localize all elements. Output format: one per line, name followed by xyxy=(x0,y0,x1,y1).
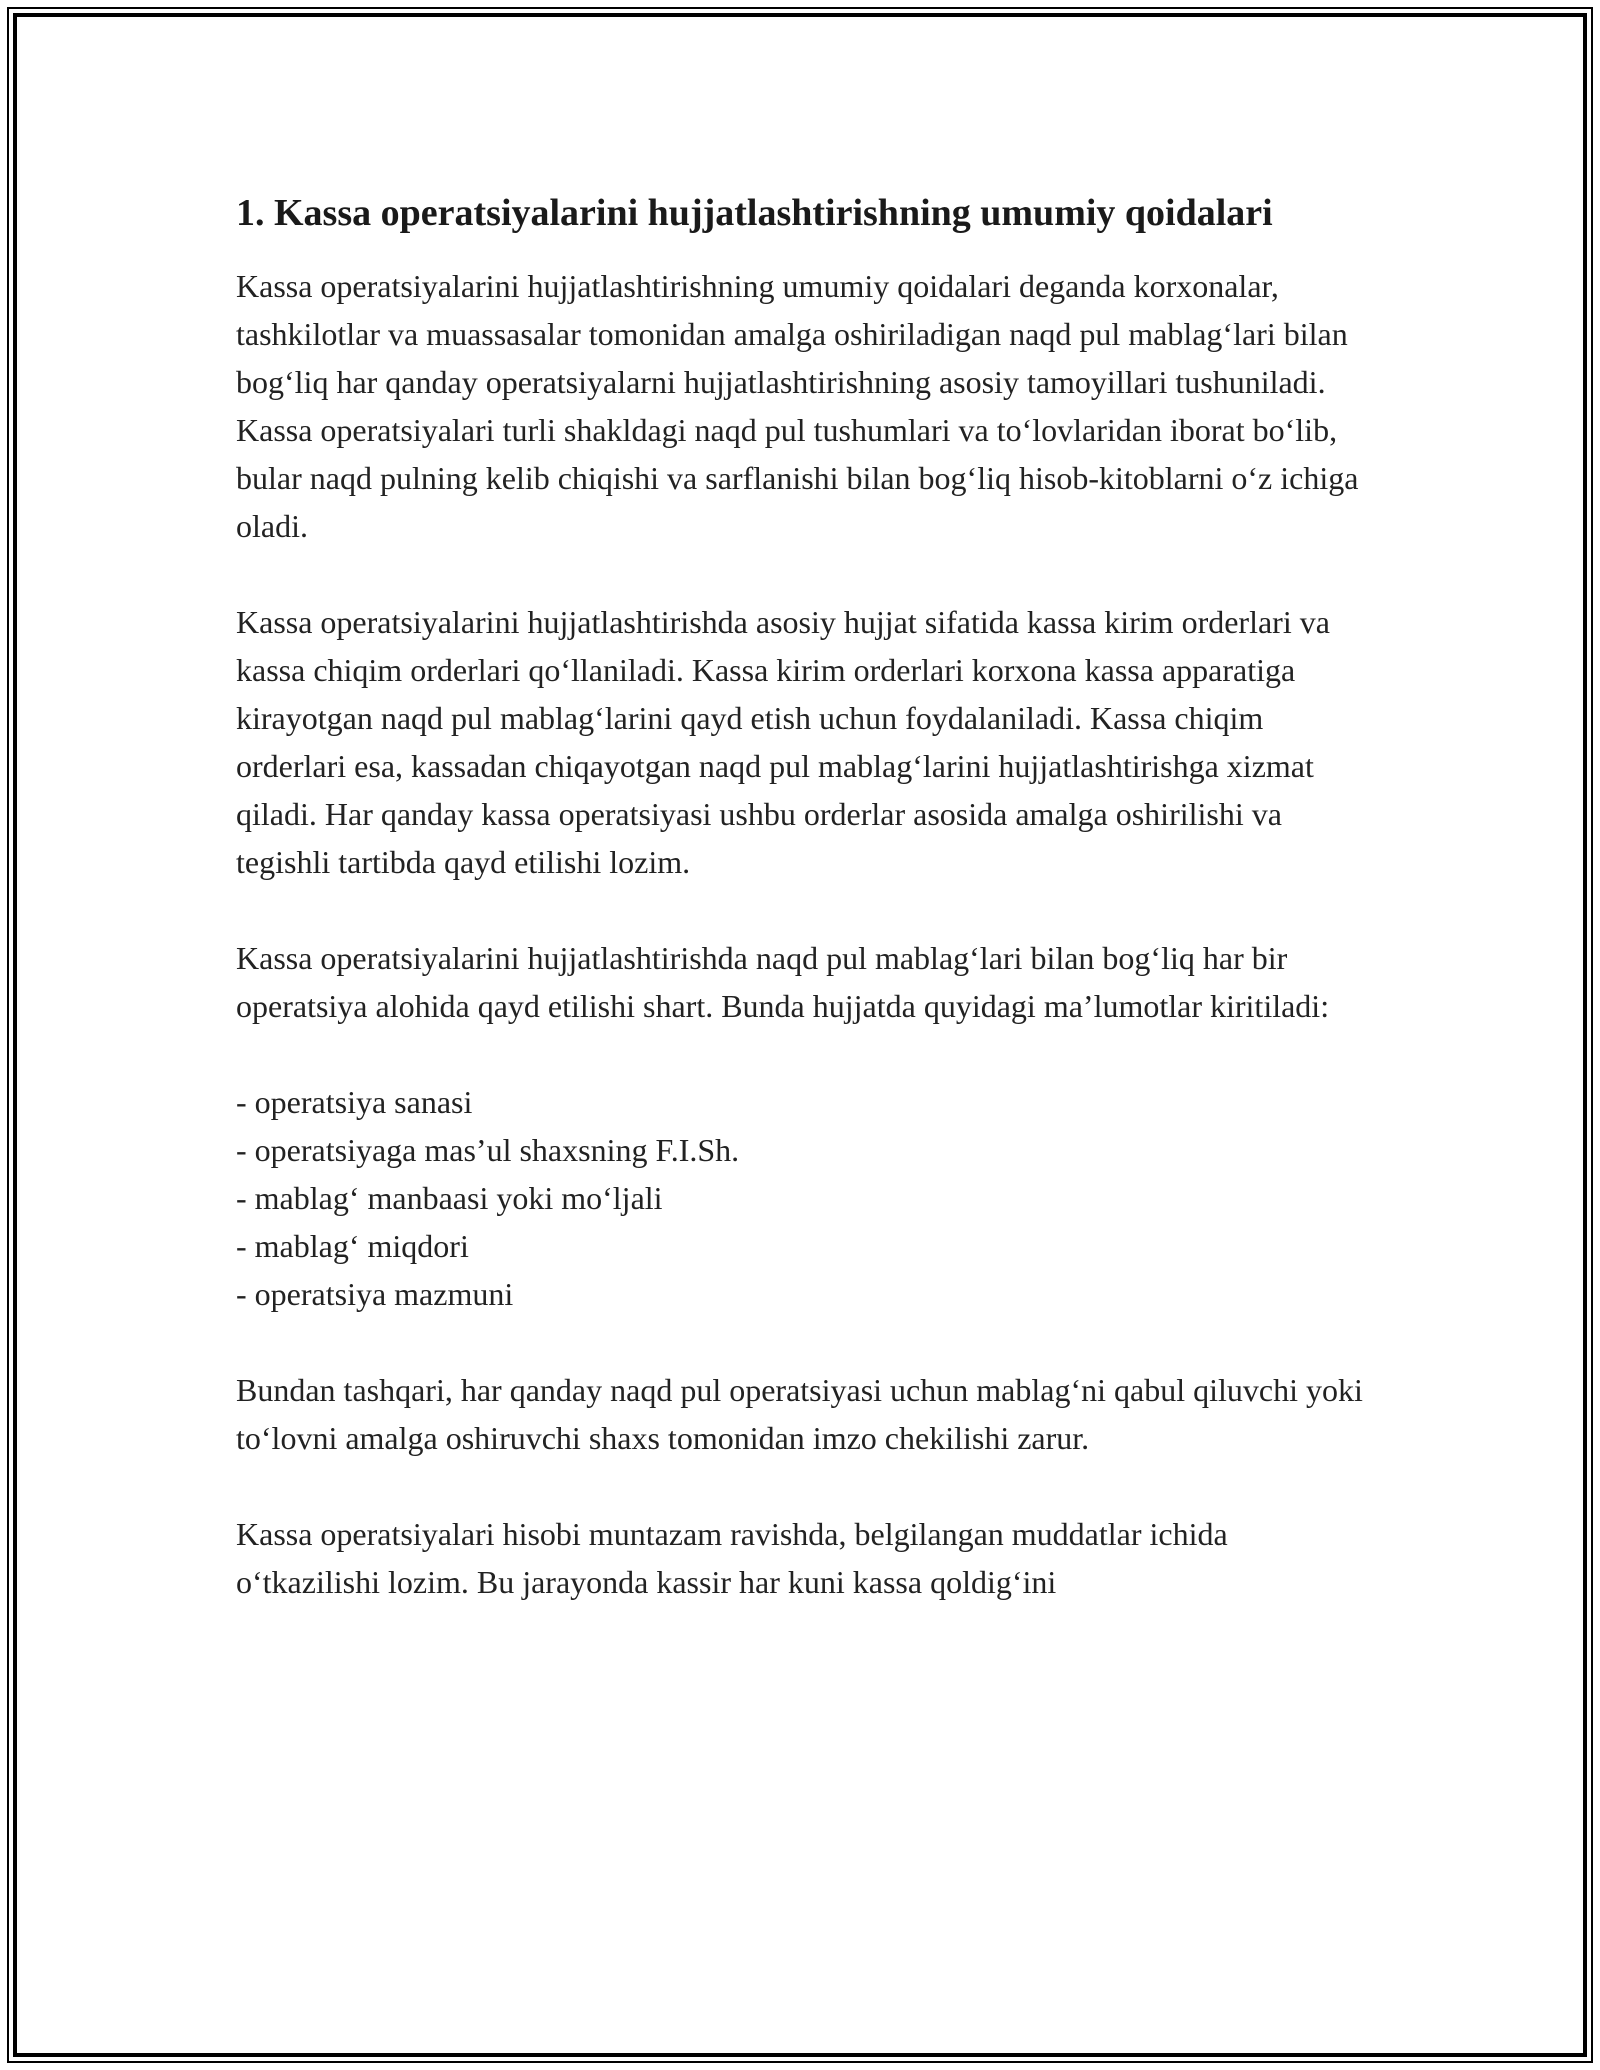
paragraph-5: Kassa operatsiyalari hisobi muntazam ravishda, belgilangan muddatlar ichida o‘tkazilishi lozim. Bu jarayonda kassir har kuni kassa qoldig‘ini xyxy=(236,1516,1228,1600)
paragraph-1: Kassa operatsiyalarini hujjatlashtirishning umumiy qoidalari deganda korxonalar, tashkilotlar va muassasalar tomonidan amalga oshiriladigan naqd pul mablag‘lari bilan bog‘liq har qanday operatsiyalarni hujjatlashtirishning asosiy tamoyillari tushuniladi. Kassa operatsiyalari turli shakldagi naqd pul tushumlari va to‘lovlaridan iborat bo‘lib, bular naqd pulning kelib chiqishi va sarflanishi bilan bog‘liq hisob-kitoblarni o‘z ichiga oladi. xyxy=(236,268,1359,544)
list-item: - operatsiya sanasi xyxy=(236,1084,473,1120)
section-heading: 1. Kassa operatsiyalarini hujjatlashtirishning umumiy qoidalari xyxy=(236,192,1273,234)
list-item: - mablag‘ manbaasi yoki mo‘ljali xyxy=(236,1180,663,1216)
data-fields-list xyxy=(236,1078,1376,1318)
list-item: - mablag‘ miqdori xyxy=(236,1228,469,1264)
document-body xyxy=(236,186,1376,1654)
list-item: - operatsiyaga mas’ul shaxsning F.I.Sh. xyxy=(236,1132,740,1168)
paragraph-3: Kassa operatsiyalarini hujjatlashtirishda naqd pul mablag‘lari bilan bog‘liq har bir operatsiya alohida qayd etilishi shart. Bunda hujjatda quyidagi ma’lumotlar kiritiladi: xyxy=(236,940,1330,1024)
paragraph-2: Kassa operatsiyalarini hujjatlashtirishda asosiy hujjat sifatida kassa kirim orderlari va kassa chiqim orderlari qo‘llaniladi. Kassa kirim orderlari korxona kassa apparatiga kirayotgan naqd pul mablag‘larini qayd etish uchun foydalaniladi. Kassa chiqim orderlari esa, kassadan chiqayotgan naqd pul mablag‘larini hujjatlashtirishga xizmat qiladi. Har qanday kassa operatsiyasi ushbu orderlar asosida amalga oshirilishi va tegishli tartibda qayd etilishi lozim. xyxy=(236,604,1330,880)
paragraph-4: Bundan tashqari, har qanday naqd pul operatsiyasi uchun mablag‘ni qabul qiluvchi yoki to‘lovni amalga oshiruvchi shaxs tomonidan imzo chekilishi zarur. xyxy=(236,1372,1363,1456)
list-item: - operatsiya mazmuni xyxy=(236,1276,514,1312)
